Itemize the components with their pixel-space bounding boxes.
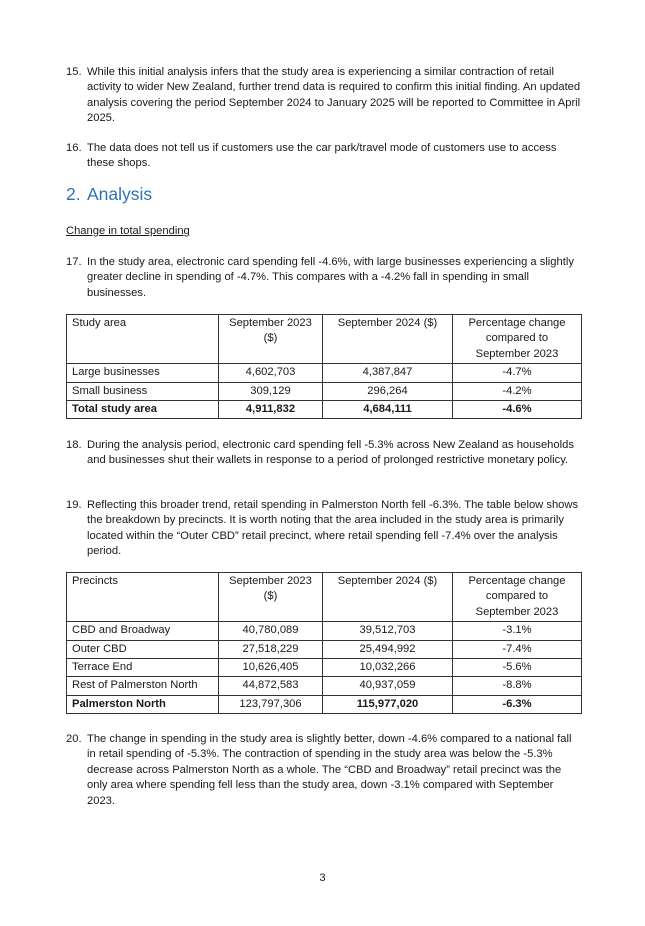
paragraph-16 xyxy=(66,141,582,172)
paragraph-text: While this initial analysis infers that the study area is experiencing a similar contraction of retail activity to wider New Zealand, further trend data is required to confirm this initial finding. An updated analysis covering the period September 2024 to January 2025 will be reported to Committee in April 2025. xyxy=(87,66,581,125)
table-header-row xyxy=(67,573,582,622)
paragraph-number: 16. xyxy=(66,142,82,154)
paragraph-15 xyxy=(66,65,582,127)
table-header-cell: Study area xyxy=(67,315,219,364)
section-heading xyxy=(66,184,152,205)
study-area-table xyxy=(66,314,582,419)
paragraph-19 xyxy=(66,498,582,560)
table-cell: -4.2% xyxy=(453,382,582,400)
table-cell: -5.6% xyxy=(453,659,582,677)
table-cell: 10,032,266 xyxy=(323,659,453,677)
paragraph-17 xyxy=(66,255,582,301)
table-cell: 27,518,229 xyxy=(219,640,323,658)
table-cell: Terrace End xyxy=(67,659,219,677)
table-cell: 44,872,583 xyxy=(219,677,323,695)
table-header-cell: September 2023 ($) xyxy=(219,573,323,622)
table-header-cell: Percentage change compared to September 2023 xyxy=(453,315,582,364)
table-header-cell: September 2023 ($) xyxy=(219,315,323,364)
table-header-row xyxy=(67,315,582,364)
precincts-table xyxy=(66,572,582,714)
paragraph-number: 20. xyxy=(66,733,82,745)
table-cell: 39,512,703 xyxy=(323,622,453,640)
table-header-cell: Percentage change compared to September 2023 xyxy=(453,573,582,622)
table-cell: 4,387,847 xyxy=(323,364,453,382)
table-cell: CBD and Broadway xyxy=(67,622,219,640)
section-title: Analysis xyxy=(87,184,153,204)
table-header-cell: September 2024 ($) xyxy=(323,573,453,622)
table-cell: -7.4% xyxy=(453,640,582,658)
table-cell: Palmerston North xyxy=(67,695,219,713)
paragraph-18 xyxy=(66,438,582,469)
paragraph-text: Reflecting this broader trend, retail spending in Palmerston North fell -6.3%. The table below shows the breakdown by precincts. It is worth noting that the area included in the study area is primarily located within the “Outer CBD” retail precinct, where retail spending fell -7.4% over the analysis period. xyxy=(87,499,579,558)
table-total-row xyxy=(67,695,582,713)
table-cell: -8.8% xyxy=(453,677,582,695)
table-header-cell: September 2024 ($) xyxy=(323,315,453,364)
table-cell: -4.6% xyxy=(453,401,582,419)
table-cell: 40,780,089 xyxy=(219,622,323,640)
paragraph-20 xyxy=(66,732,582,809)
table-cell: 296,264 xyxy=(323,382,453,400)
table-cell: -3.1% xyxy=(453,622,582,640)
page-number: 3 xyxy=(319,872,326,884)
paragraph-text: The change in spending in the study area is slightly better, down -4.6% compared to a national fall in retail spending of -5.3%. The contraction of spending in the study area was below the -5.3% decrease across Palmerston North as a whole. The “CBD and Broadway” retail precinct was the only area where spending fell less than the study area, down -3.1% compared with September 2023. xyxy=(87,733,572,807)
table-header-cell: Precincts xyxy=(67,573,219,622)
table-total-row xyxy=(67,401,582,419)
table-cell: Total study area xyxy=(67,401,219,419)
table-cell: Small business xyxy=(67,382,219,400)
table-cell: Rest of Palmerston North xyxy=(67,677,219,695)
paragraph-text: During the analysis period, electronic card spending fell -5.3% across New Zealand as households and businesses shut their wallets in response to a period of prolonged restrictive monetary policy. xyxy=(87,439,574,467)
table-cell: 25,494,992 xyxy=(323,640,453,658)
table-row xyxy=(67,364,582,382)
paragraph-text: In the study area, electronic card spending fell -4.6%, with large businesses experiencing a slightly greater decline in spending of -4.7%. This compares with a -4.2% fall in spending in small businesses. xyxy=(87,256,574,299)
paragraph-text: The data does not tell us if customers use the car park/travel mode of customers use to access these shops. xyxy=(87,142,557,170)
paragraph-number: 18. xyxy=(66,439,82,451)
table-row xyxy=(67,622,582,640)
paragraph-number: 19. xyxy=(66,499,82,511)
table-cell: 309,129 xyxy=(219,382,323,400)
table-row xyxy=(67,677,582,695)
section-number: 2. xyxy=(66,184,81,204)
table-cell: 123,797,306 xyxy=(219,695,323,713)
table-cell: 115,977,020 xyxy=(323,695,453,713)
table-cell: 4,602,703 xyxy=(219,364,323,382)
subheading: Change in total spending xyxy=(66,225,190,237)
table-row xyxy=(67,659,582,677)
table-cell: Outer CBD xyxy=(67,640,219,658)
table-cell: 4,911,832 xyxy=(219,401,323,419)
paragraph-number: 17. xyxy=(66,256,82,268)
paragraph-number: 15. xyxy=(66,66,82,78)
table-cell: -6.3% xyxy=(453,695,582,713)
table-cell: -4.7% xyxy=(453,364,582,382)
table-row xyxy=(67,382,582,400)
table-cell: 10,626,405 xyxy=(219,659,323,677)
table-cell: 4,684,111 xyxy=(323,401,453,419)
table-cell: Large businesses xyxy=(67,364,219,382)
table-cell: 40,937,059 xyxy=(323,677,453,695)
table-row xyxy=(67,640,582,658)
